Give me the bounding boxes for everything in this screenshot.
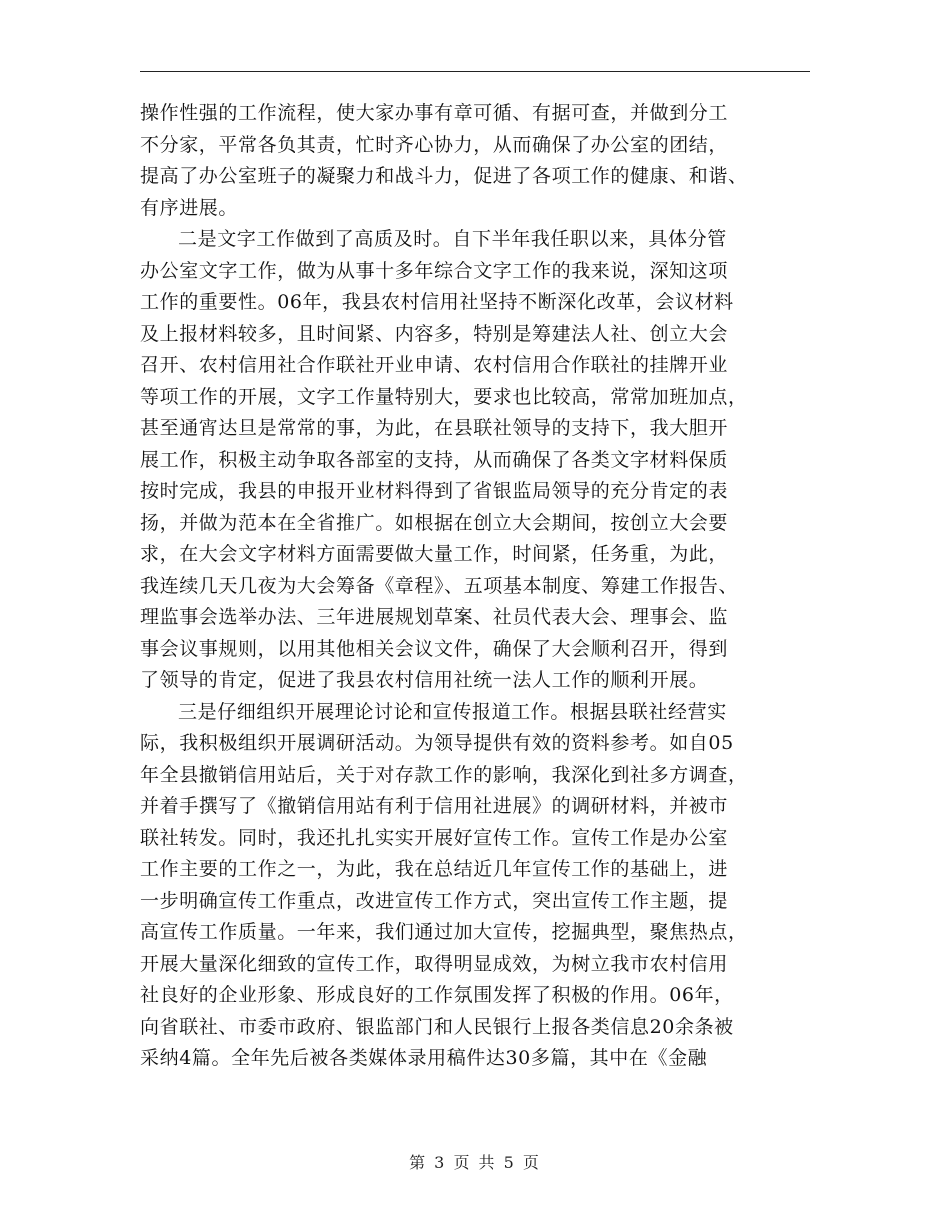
text-line: 理监事会选举办法、三年进展规划草案、社员代表大会、理事会、监: [140, 606, 729, 628]
header-rule: [140, 71, 810, 72]
text-line: 及上报材料较多，且时间紧、内容多，特别是筹建法人社、创立大会: [140, 322, 729, 345]
text-line: 按时完成，我县的申报开业材料得到了省银监局领导的充分肯定的表: [140, 480, 729, 502]
paragraph-3: [140, 697, 810, 1075]
text-line: 等项工作的开展，文字工作量特别大，要求也比较高，常常加班加点，: [140, 385, 748, 408]
text-line: 有序进展。: [140, 196, 239, 219]
text-line: 了领导的肯定，促进了我县农村信用社统一法人工作的顺利开展。: [140, 669, 709, 691]
text-line: 工作的重要性。06年，我县农村信用社坚持不断深化改革，会议材料: [140, 291, 734, 313]
text-line: 甚至通宵达旦是常常的事，为此，在县联社领导的支持下，我大胆开: [140, 417, 729, 439]
text-line: 采纳4篇。全年先后被各类媒体录用稿件达30多篇，其中在《金融: [140, 1047, 708, 1069]
text-line: 召开、农村信用社合作联社开业申请、农村信用合作联社的挂牌开业: [140, 354, 729, 376]
text-line: 并着手撰写了《撤销信用站有利于信用社进展》的调研材料，并被市: [140, 795, 729, 817]
text-line: 社良好的企业形象、形成良好的工作氛围发挥了积极的作用。06年，: [140, 984, 734, 1006]
text-line: 高宣传工作质量。一年来，我们通过加大宣传，挖掘典型，聚焦热点，: [140, 921, 748, 943]
paragraph-2: [140, 224, 810, 697]
paragraph-1: [140, 98, 810, 224]
document-body: [140, 98, 810, 1075]
text-line: 联社转发。同时，我还扎扎实实开展好宣传工作。宣传工作是办公室: [140, 826, 729, 849]
text-line: 求，在大会文字材料方面需要做大量工作，时间紧，任务重，为此，: [140, 543, 729, 565]
text-line: 年全县撤销信用站后，关于对存款工作的影响，我深化到社多方调查，: [140, 763, 748, 786]
text-line: 操作性强的工作流程，使大家办事有章可循、有据可查，并做到分工: [140, 102, 729, 124]
page-number: 第 3 页 共 5 页: [409, 1153, 541, 1172]
text-line: 展工作，积极主动争取各部室的支持，从而确保了各类文字材料保质: [140, 448, 729, 471]
text-line: 扬，并做为范本在全省推广。如根据在创立大会期间，按创立大会要: [140, 511, 729, 534]
text-line: 二是文字工作做到了高质及时。自下半年我任职以来，具体分管: [178, 228, 727, 250]
text-line: 向省联社、市委市政府、银监部门和人民银行上报各类信息20余条被: [140, 1015, 734, 1038]
text-line: 际，我积极组织开展调研活动。为领导提供有效的资料参考。如自05: [140, 732, 734, 754]
text-line: 我连续几天几夜为大会筹备《章程》、五项基本制度、筹建工作报告、: [140, 574, 739, 597]
text-line: 一步明确宣传工作重点，改进宣传工作方式，突出宣传工作主题，提: [140, 889, 729, 912]
text-line: 三是仔细组织开展理论讨论和宣传报道工作。根据县联社经营实: [178, 700, 727, 723]
text-line: 事会议事规则，以用其他相关会议文件，确保了大会顺利召开，得到: [140, 637, 729, 660]
text-line: 不分家，平常各负其责，忙时齐心协力，从而确保了办公室的团结，: [140, 133, 729, 156]
text-line: 开展大量深化细致的宣传工作，取得明显成效，为树立我市农村信用: [140, 952, 729, 975]
text-line: 办公室文字工作，做为从事十多年综合文字工作的我来说，深知这项: [140, 259, 729, 282]
text-line: 提高了办公室班子的凝聚力和战斗力，促进了各项工作的健康、和谐、: [140, 165, 748, 187]
text-line: 工作主要的工作之一，为此，我在总结近几年宣传工作的基础上，进: [140, 858, 729, 880]
